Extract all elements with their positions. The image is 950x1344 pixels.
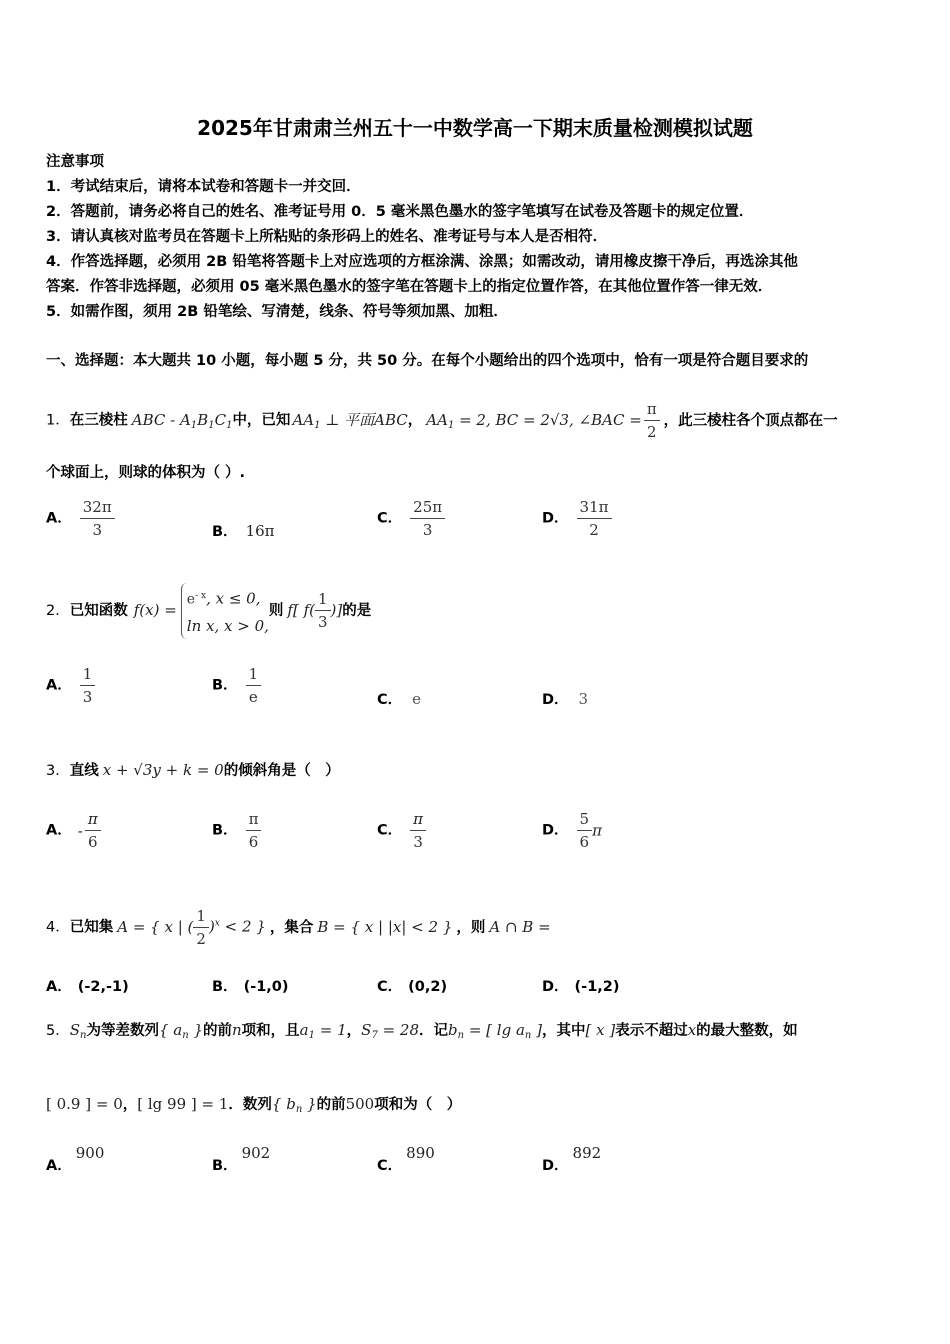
- option-c[interactable]: C．890: [377, 1144, 435, 1174]
- question-text: ，: [346, 1023, 362, 1039]
- section-heading: 一、选择题：本大题共 10 小题，每小题 5 分，共 50 分。在每个小题给出的四个选项中，恰有一项是符合题目要求的: [46, 353, 809, 369]
- question-text: 项和为（ ）: [374, 1097, 462, 1113]
- fraction: $\frac{\pi}{3}$: [410, 808, 426, 853]
- fraction: $\frac{1}{e}$: [246, 663, 262, 708]
- question-3: [46, 760, 340, 781]
- question-text: 为等差数列: [86, 1023, 159, 1039]
- option-c[interactable]: C． $\frac{25\pi}{3}$: [377, 496, 445, 541]
- question-text: ．数列: [228, 1097, 272, 1113]
- question-text: 在三棱柱: [69, 412, 128, 429]
- math-expression: n: [232, 1021, 242, 1039]
- question-1: [46, 398, 838, 443]
- math-expression: $a_1 = 1$: [299, 1021, 347, 1041]
- math-expression: [ lg 99 ] = 1: [137, 1095, 229, 1113]
- fraction: $\frac{25\pi}{3}$: [410, 496, 445, 541]
- notice-item: 4．作答选择题，必须用 2B 铅笔将答题卡上对应选项的方框涂满、涂黑；如需改动，请用橡皮擦干净后，再选涂其他: [46, 254, 798, 270]
- math-expression: f[ f(: [287, 600, 315, 619]
- fraction: $\frac{\pi}{6}$: [85, 808, 101, 853]
- fraction: $\frac{\pi}{6}$: [246, 808, 262, 853]
- fraction: $\frac{32\pi}{3}$: [80, 496, 115, 541]
- math-expression: ABC - $A_1B_1C_1$: [131, 410, 233, 431]
- notice-item: 2．答题前，请务必将自己的姓名、准考证号用 0．5 毫米黑色墨水的签字笔填写在试卷及答题卡的规定位置．: [46, 204, 754, 220]
- question-text: 个球面上，则球的体积为（ ）.: [46, 465, 246, 481]
- option-d[interactable]: D． (-1,2): [542, 979, 620, 995]
- option-b[interactable]: B．902: [212, 1144, 271, 1174]
- question-text: 中，已知: [232, 412, 291, 429]
- math-expression: x + √3y + k = 0: [102, 761, 224, 779]
- question-number: 4．: [46, 919, 70, 936]
- question-text: ，: [122, 1097, 138, 1113]
- option-d[interactable]: D．892: [542, 1144, 602, 1174]
- fraction: $\frac{\pi}{2}$: [644, 398, 660, 443]
- piecewise-function: $e^{- x}$, x ≤ 0, ln x, x > 0,: [181, 583, 269, 639]
- question-number: 5．: [46, 1023, 70, 1039]
- question-text: ，则: [456, 919, 486, 936]
- question-text: 的倾斜角是（ ）: [223, 763, 340, 779]
- question-text: 表示不超过: [615, 1023, 688, 1039]
- option-d[interactable]: D． $\frac{31\pi}{2}$: [542, 496, 612, 541]
- math-expression: x: [687, 1021, 697, 1039]
- option-a[interactable]: A．900: [46, 1144, 105, 1174]
- option-b[interactable]: B． (-1,0): [212, 979, 289, 995]
- fraction: $\frac{1}{2}$: [193, 905, 209, 950]
- question-text: 的前: [203, 1023, 232, 1039]
- math-expression: $S_n$: [69, 1021, 87, 1041]
- question-text: ，其中: [542, 1023, 586, 1039]
- math-expression: 500: [345, 1095, 375, 1113]
- notice-item: 答案．作答非选择题，必须用 05 毫米黑色墨水的签字笔在答题卡上的指定位置作答，在其他位置作答一律无效．: [46, 279, 773, 295]
- question-text: 的是: [342, 602, 372, 619]
- question-text: 的前: [316, 1097, 346, 1113]
- question-5-continued: [46, 1094, 461, 1120]
- question-4: 4．已知集 A = { x | ( $\frac{1}{2}$ )$^x$ < 2 } ，集合 B = { x | |x| < 2 } ，则 A ∩ B =: [46, 907, 551, 948]
- option-a[interactable]: A． $\frac{32\pi}{3}$: [46, 496, 115, 541]
- option-d[interactable]: D． 3: [542, 690, 589, 708]
- question-2: 2．已知函数 f(x) = $e^{- x}$, x ≤ 0, ln x, x > 0, 则 f[ f( $\frac{1}{3}$ )]的是: [46, 583, 371, 639]
- question-text: 则: [268, 602, 284, 619]
- math-expression: B = { x | |x| < 2 }: [317, 917, 453, 936]
- math-expression: $S_7 = 28$: [361, 1021, 420, 1041]
- option-b[interactable]: B． $\frac{1}{e}$: [212, 663, 261, 708]
- option-c[interactable]: C． $\frac{\pi}{3}$: [377, 808, 426, 853]
- math-expression: f(x) =: [133, 600, 177, 619]
- question-text: ．记: [419, 1023, 449, 1039]
- option-c[interactable]: C． (0,2): [377, 979, 448, 995]
- option-a[interactable]: A． (-2,-1): [46, 979, 129, 995]
- option-a[interactable]: A． $\frac{1}{3}$: [46, 663, 95, 708]
- notice-item: 3．请认真核对监考员在答题卡上所粘贴的条形码上的姓名、准考证号与本人是否相符．: [46, 229, 608, 245]
- math-expression: { $a_n$ }: [158, 1021, 203, 1041]
- math-expression: A ∩ B =: [489, 917, 551, 936]
- question-5: [46, 1020, 798, 1046]
- question-text: 直线: [69, 763, 99, 779]
- option-d[interactable]: D． $\frac{5}{6}$ π: [542, 810, 602, 851]
- question-text: 项和，且: [241, 1023, 300, 1039]
- fraction: $\frac{1}{3}$: [80, 663, 96, 708]
- question-number: 1．: [46, 412, 70, 429]
- question-text: 已知函数: [69, 602, 128, 619]
- page-title: 2025年甘肃肃兰州五十一中数学高一下期末质量检测模拟试题: [197, 116, 753, 140]
- notice-item: 1．考试结束后，请将本试卷和答题卡一并交回．: [46, 179, 361, 195]
- question-text: ，集合: [269, 919, 314, 936]
- math-expression: { $b_n$ }: [271, 1095, 317, 1115]
- option-a[interactable]: A． - $\frac{\pi}{6}$: [46, 808, 101, 853]
- math-expression: $b_n$ = [ $\lg a_n$ ]: [448, 1021, 542, 1041]
- question-text: 已知集: [69, 919, 114, 936]
- question-number: 2．: [46, 602, 70, 619]
- fraction: $\frac{1}{3}$: [315, 588, 331, 633]
- notice-item: 5．如需作图，须用 2B 铅笔绘、写清楚，线条、符号等须加黑、加粗．: [46, 304, 508, 320]
- math-expression: [ x ]: [585, 1021, 616, 1039]
- math-expression: $AA_1$ ⊥ 平面ABC: [292, 410, 408, 431]
- math-expression: A = { x | (: [117, 917, 194, 936]
- option-b[interactable]: B． $\frac{\pi}{6}$: [212, 808, 261, 853]
- math-expression: $AA_1 = 2$, BC = 2√3, ∠BAC =: [426, 410, 642, 431]
- question-text: 的最大整数，如: [696, 1023, 798, 1039]
- fraction: $\frac{5}{6}$: [577, 808, 593, 853]
- question-number: 3．: [46, 763, 70, 779]
- option-b[interactable]: B． 16π: [212, 522, 275, 540]
- question-text: ，: [407, 412, 423, 429]
- option-c[interactable]: C． e: [377, 690, 422, 708]
- fraction: $\frac{31\pi}{2}$: [577, 496, 612, 541]
- question-text: ，此三棱柱各个顶点都在一: [663, 412, 838, 429]
- math-expression: [ 0.9 ] = 0: [46, 1095, 123, 1113]
- notice-heading: 注意事项: [46, 154, 104, 170]
